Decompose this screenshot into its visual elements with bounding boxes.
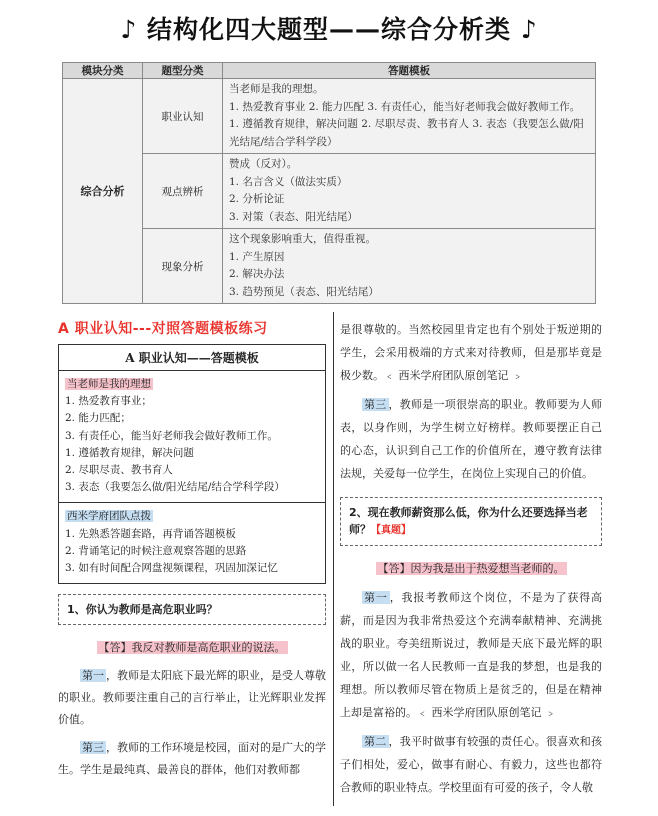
paragraph (340, 586, 602, 724)
paragraph-continued: 是很尊敬的。当然校园里肯定也有个别处于叛逆期的学生，会采用极端的方式来对待教师，但是那毕竟是极少数。﹤ 西米学府团队原创笔记 ﹥ (340, 323, 602, 382)
box-highlight: 当老师是我的理想 (67, 378, 151, 390)
header-type: 题型分类 (143, 63, 223, 79)
paragraph-lead: 第一 (82, 669, 104, 683)
paragraph (58, 737, 326, 781)
template-cell (223, 229, 596, 304)
question-2 (340, 497, 602, 546)
type-cell: 职业认知 (143, 79, 223, 154)
box-line: 1. 热爱教育事业； (65, 395, 152, 408)
section-heading: A 职业认知---对照答题模板练习 (58, 321, 268, 337)
paragraph-text: ，我报考教师这个岗位，不是为了获得高薪，而是因为我非常热爱这个充满奉献精神、充满挑战的职业。夸美纽斯说过，教师是天底下最光辉的职业，所以做一名人民教师一直是我的梦想，也是我的理想。所以教师尽管在物质上是贫乏的，但是在精神上却是富裕的。﹤ 西米学府团队原创笔记 ﹥ (340, 591, 603, 719)
template-line: 1. 产生原因 (229, 250, 285, 263)
paragraph-text: ，教师的工作环境是校园，面对的是广大的学生。学生是最纯真、最善良的群体，他们对教师都 (58, 741, 326, 777)
paragraph-lead: 第一 (364, 591, 388, 604)
tip-line: 3. 如有时间配合网盘视频课程，巩固加深记忆 (65, 562, 278, 575)
template-line: 3. 对策（表态、阳光结尾） (229, 210, 358, 223)
paragraph (340, 393, 602, 485)
box-line: 3. 表态（我要怎么做/阳光结尾/结合学科学段） (65, 481, 285, 494)
question-2-text: 2、现在教师薪资那么低，你为什么还要选择当老师？ (349, 506, 588, 536)
paragraph-lead: 第二 (364, 735, 387, 748)
box-line: 2. 尽职尽责、教书育人 (65, 464, 173, 477)
paragraph (58, 665, 326, 731)
header-module: 模块分类 (63, 63, 143, 79)
tips-title: 西米学府团队点拨 (67, 510, 151, 523)
real-exam-tag: 【真题】 (371, 525, 411, 536)
template-cell (223, 79, 596, 154)
paragraph-lead: 第三 (82, 741, 104, 755)
template-box (58, 344, 326, 584)
template-line: 这个现象影响重大，值得重视。 (229, 233, 376, 245)
template-line: 3. 趋势预见（表态、阳光结尾） (229, 285, 379, 298)
tip-line: 1. 先熟悉答题套路，再背诵答题模板 (65, 527, 236, 540)
template-table (62, 62, 596, 304)
template-line: 当老师是我的理想。 (229, 83, 324, 95)
paragraph (340, 730, 602, 799)
template-line: 2. 分析论证 (229, 193, 285, 205)
template-line: 1. 热爱教育事业 2. 能力匹配 3. 有责任心，能当好老师我会做好教师工作。 (229, 100, 581, 113)
column-divider (333, 312, 334, 806)
table-row (63, 154, 596, 229)
box-line: 1. 遵循教育规律，解决问题 (65, 446, 194, 459)
box-divider (59, 502, 325, 503)
header-template: 答题模板 (223, 63, 596, 79)
box-line: 2. 能力匹配； (65, 412, 131, 425)
page-title: ♪ 结构化四大题型——综合分析类 ♪ (120, 15, 538, 44)
box-title: A 职业认知——答题模板 (59, 345, 325, 371)
template-line: 2. 解决办法 (229, 268, 285, 280)
module-cell: 综合分析 (63, 79, 143, 304)
template-line: 赞成（反对）。 (229, 158, 298, 170)
right-column (340, 318, 602, 799)
table-row (63, 229, 596, 304)
box-line: 3. 有责任心，能当好老师我会做好教师工作。 (65, 429, 278, 442)
template-line: 1. 遵循教育规律，解决问题 2. 尽职尽责、教书育人 3. 表态（我要怎么做/阳光结尾/结合学科学段） (229, 118, 584, 148)
answer-2: 【答】因为我是出于热爱想当老师的。 (377, 562, 565, 575)
template-cell (223, 154, 596, 229)
paragraph-text: ，教师是一项很崇高的职业。教师要为人师表，以身作则，为学生树立好榜样。教师要摆正自己的心态，认识到自己工作的价值所在，遵守教育法律法规，关爱每一位学生，在岗位上实现自己的价值。 (340, 398, 602, 480)
table-header-row (63, 63, 596, 79)
answer-1: 【答】我反对教师是高危职业的说法。 (98, 641, 286, 655)
paragraph-lead: 第三 (364, 398, 387, 411)
tip-line: 2. 背诵笔记的时候注意观察答题的思路 (65, 544, 247, 557)
template-line: 1. 名言含义（做法实质） (229, 175, 348, 188)
question-1: 1、你认为教师是高危职业吗？ (58, 594, 326, 625)
type-cell: 现象分析 (143, 229, 223, 304)
paragraph-text: ，教师是太阳底下最光辉的职业，是受人尊敬的职业。教师要注重自己的言行举止，让光辉职业发挥价值。 (58, 669, 326, 727)
type-cell: 观点辨析 (143, 154, 223, 229)
paragraph-text: ，我平时做事有较强的责任心。很喜欢和孩子们相处，爱心，做事有耐心、有毅力，这些也都符合教师的职业特点。学校里面有可爱的孩子，令人敬 (340, 735, 602, 794)
left-column (58, 318, 326, 781)
table-row (63, 79, 596, 154)
box-body (59, 371, 325, 583)
